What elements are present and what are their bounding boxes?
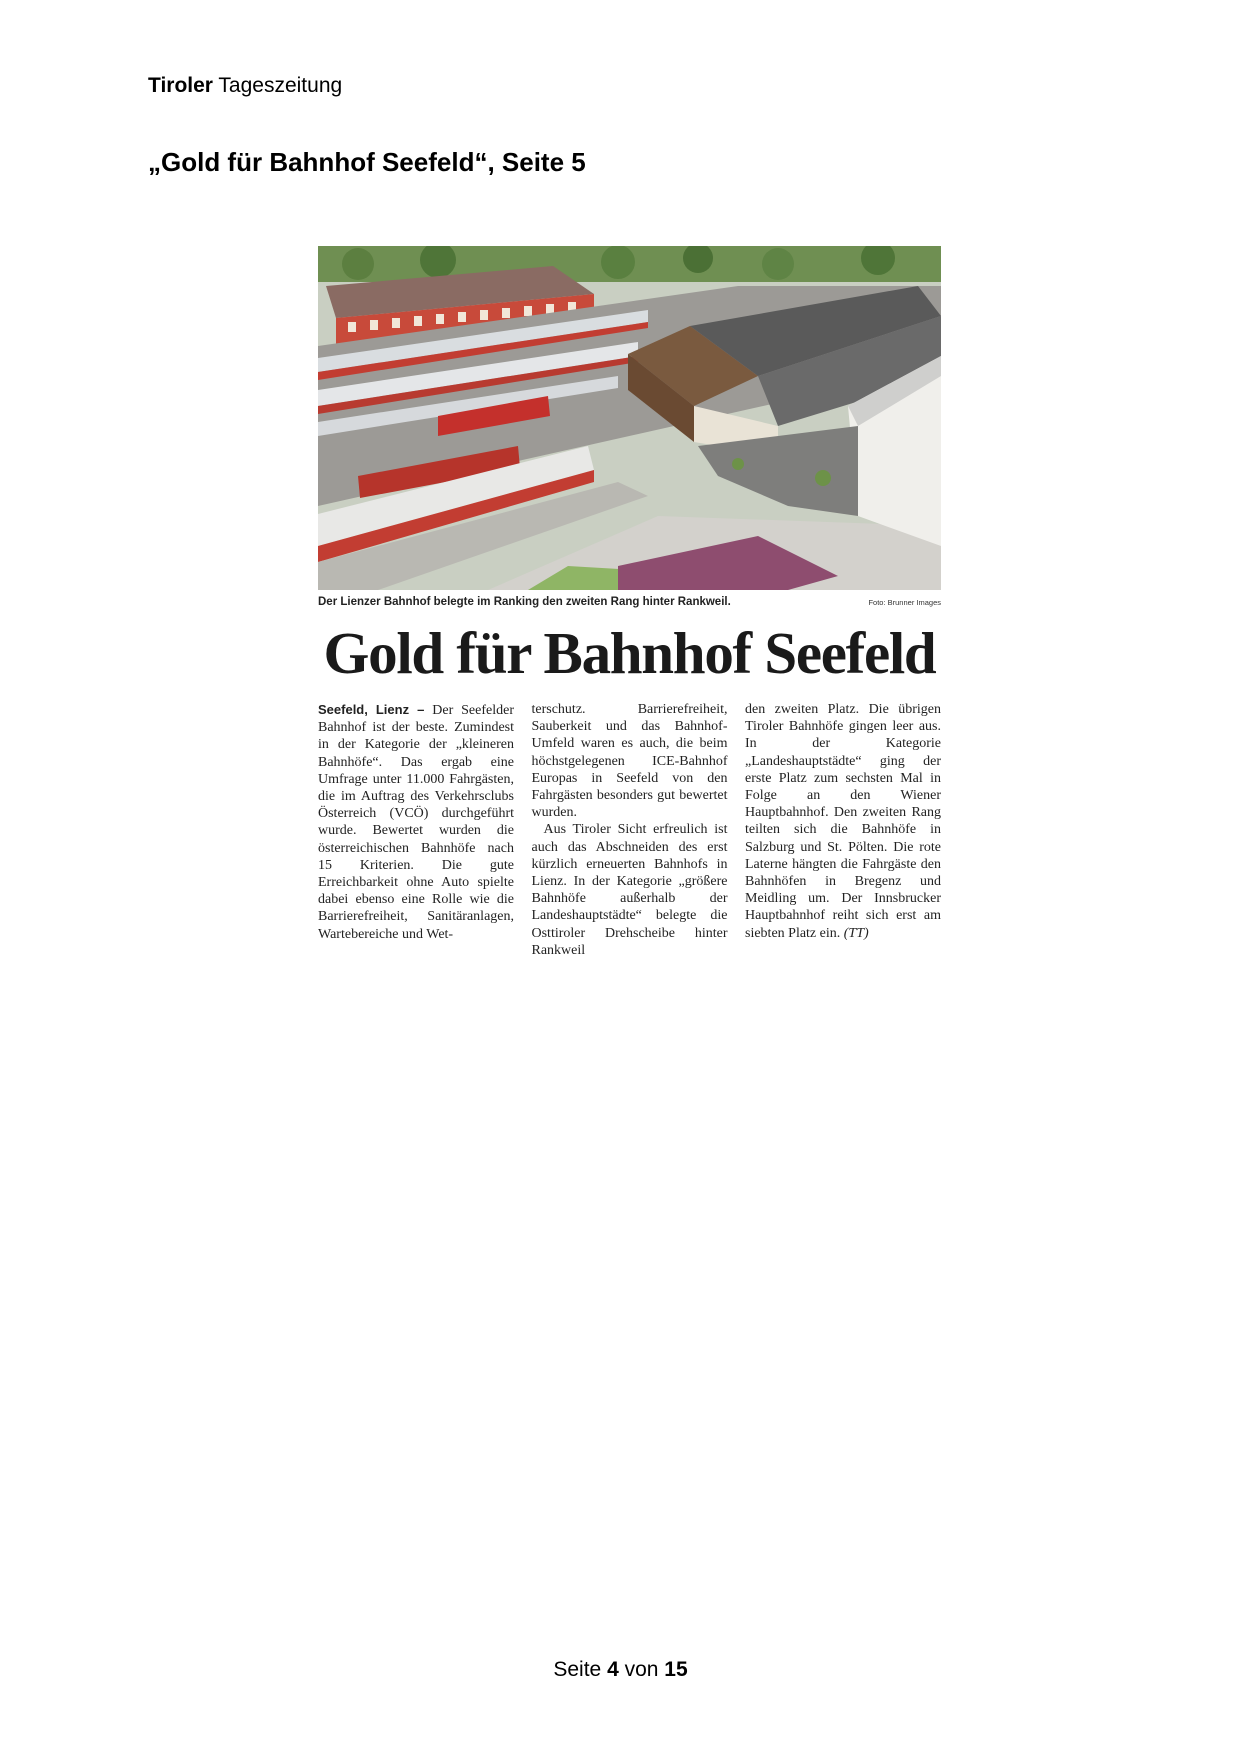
article-column-3-text: den zweiten Platz. Die übrigen Tiroler Bahnhöfe gingen leer aus. In der Kategorie „Landeshauptstädte“ ging der erste Platz zum sechsten Mal in Folge an den Wiener Hauptbahnhof. Den zweiten Rang teilten sich die Bahnhöfe in Salzburg und St. Pölten. Die rote Laterne hängten die Fahrgäste den Bahnhöfen in Bregenz und Meidling um. Der Innsbrucker Hauptbahnhof reiht sich erst am siebten Platz ein. — [745, 702, 941, 941]
article-column-2-para-1: terschutz. Barrierefreiheit, Sauberkeit und das Bahnhof-Umfeld waren es auch, die beim höchstgelegenen ICE-Bahnhof Europas in Seefeld von den Fahrgästen besonders gut bewertet wurden. — [531, 702, 728, 821]
article-dateline: Seefeld, Lienz – — [318, 702, 425, 717]
newspaper-name-rest: Tageszeitung — [212, 74, 343, 97]
article-photo — [318, 246, 941, 590]
article-column-2 — [532, 701, 728, 959]
footer-middle: von — [618, 1658, 665, 1681]
photo-caption: Der Lienzer Bahnhof belegte im Ranking den zweiten Rang hinter Rankweil. — [318, 596, 731, 608]
article-column-1-text: Der Seefelder Bahnhof ist der beste. Zumindest in der Kategorie der „kleineren Bahnhöfe“. Das ergab eine Umfrage unter 11.000 Fahrgästen, die im Auftrag des Verkehrsclubs Österreich (VCÖ) durchgeführt wurde. Bewertet wurden die österreichischen Bahnhöfe nach 15 Kriterien. Die gute Erreichbarkeit ohne Auto spielte dabei ebenso eine Rolle wie die Barrierefreiheit, Sanitäranlagen, Wartebereiche und Wet- — [318, 703, 514, 942]
article-column-1 — [318, 701, 514, 959]
newspaper-name — [148, 74, 342, 98]
article-body — [318, 701, 941, 959]
footer-page-total: 15 — [664, 1658, 688, 1681]
article-clipping — [318, 246, 941, 959]
article-column-2-para-2: Aus Tiroler Sicht erfreulich ist auch das Abschneiden des erst kürzlich erneuerten Bahnhofs in Lienz. In der Kategorie „größere Bahnhöfe außerhalb der Landeshauptstädte“ belegte die Osttiroler Drehscheibe hinter Rankweil — [531, 822, 728, 958]
footer-prefix: Seite — [553, 1658, 608, 1681]
footer-page-number: 4 — [607, 1658, 619, 1681]
photo-caption-row — [318, 596, 941, 608]
page-footer — [0, 1658, 1241, 1682]
photo-credit: Foto: Brunner Images — [868, 598, 941, 607]
train-station-aerial-photo — [318, 246, 941, 590]
article-signature: (TT) — [840, 925, 869, 941]
article-headline: Gold für Bahnhof Seefeld — [323, 620, 936, 686]
article-column-3 — [745, 701, 941, 959]
document-title: „Gold für Bahnhof Seefeld“, Seite 5 — [148, 147, 586, 177]
newspaper-name-bold: Tiroler — [148, 74, 213, 97]
